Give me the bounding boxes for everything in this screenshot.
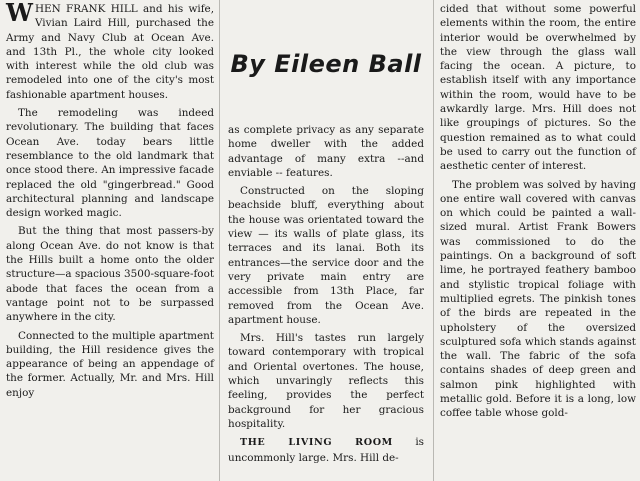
paragraph-continued: cided that without some powerful elements within the room, the entire interior would be overwhelmed by the view through the glass wall facing the ocean. A picture, to establish itself with any importance within the room, would have to be awkardly large. Mrs. Hill does not like groupings of pictures. So the question remained as to what could be used to carry out the function of aesthetic center of interest. [440,3,636,173]
lead-paragraph [6,2,214,102]
section-lead-caps: THE LIVING ROOM [240,437,393,449]
article-column-3 [440,2,636,421]
paragraph-text: is uncommonly large. Mrs. Hill de- [228,436,424,464]
column-divider [433,0,434,481]
article-column-1 [6,2,214,400]
paragraph: Mrs. Hill's tastes run largely toward contemporary with tropical and Oriental overtones. The house, which unvaringly reflects this feeling, provides the perfect background for her gracious hospitality. [228,332,424,430]
paragraph: Connected to the multiple apartment building, the Hill residence gives the appearance of being an appendage of the former. Actually, Mr. and Mrs. Hill enjoy [6,329,214,399]
paragraph: The problem was solved by having one entire wall covered with canvas on which could be painted a wall-sized mural. Artist Frank Bowers was commissioned to do the paintings. On a background of soft lime, he portrayed feathery bamboo and stylistic tropical foliage with multiplied egrets. The pinkish tones of the birds are repeated in the upholstery of the oversized sculptured sofa which stands against the wall. The fabric of the sofa contains shades of deep green and salmon pink highlighted with metallic gold. Before it is a long, low coffee table whose gold- [440,178,636,420]
paragraph: But the thing that most passers-by along Ocean Ave. do not know is that the Hills built a home onto the older structure—a spacious 3500-square-foot abode that faces the ocean from a vantage point not to be surpassed anywhere in the city. [6,225,214,324]
byline: By Eileen Ball [230,50,422,78]
drop-cap: W [6,0,33,27]
paragraph [228,435,424,465]
paragraph: The remodeling was indeed revolutionary. The building that faces Ocean Ave. today bears little resemblance to the old landmark that once stood there. An impressive facade replaced the old "gingerbread." Good architectural planning and landscape design worked magic. [6,107,214,220]
column-divider [219,0,220,481]
article-column-2 [228,123,424,465]
paragraph-continued: as complete privacy as any separate home dweller with the added advantage of many extra --and enviable -- features. [228,124,424,179]
paragraph: Constructed on the sloping beachside bluff, everything about the house was orientated toward the view — its walls of plate glass, its terraces and its lanai. Both its entrances—the service door and the very private main entry are accessible from 13th Place, far removed from the Ocean Ave. apartment house. [228,185,424,326]
lead-text: HEN FRANK HILL and his wife, Vivian Laird Hill, purchased the Army and Navy Club at Ocean Ave. and 13th Pl., the whole city looked with interest while the old club was remodeled into one of the city's most fashionable apartment houses. [6,3,214,101]
